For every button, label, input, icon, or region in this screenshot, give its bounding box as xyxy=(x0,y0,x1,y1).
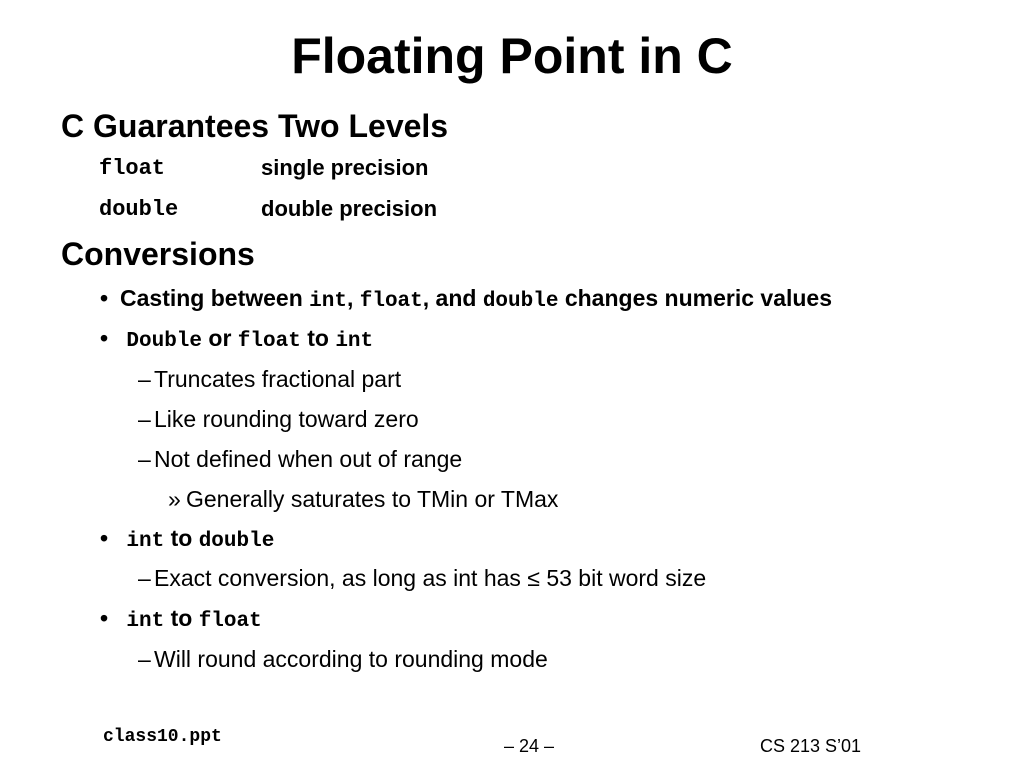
code-double: double xyxy=(198,530,275,553)
code-int: int xyxy=(335,330,374,353)
dash-symbol: – xyxy=(138,366,151,392)
sub-list-item-text: Generally saturates to TMin or TMax xyxy=(186,486,559,512)
guarantees-heading: C Guarantees Two Levels xyxy=(61,108,449,144)
list-item-text: Like rounding toward zero xyxy=(154,406,419,432)
type-float-desc: single precision xyxy=(261,155,429,180)
list-item xyxy=(138,644,548,674)
dash-symbol: – xyxy=(138,406,151,432)
bullet-casting xyxy=(100,283,832,317)
slide-title: Floating Point in C xyxy=(291,28,733,84)
text: to xyxy=(164,525,199,551)
text: or xyxy=(202,325,238,351)
text: , and xyxy=(422,285,483,311)
bullet-symbol: • xyxy=(100,325,109,351)
type-float: float xyxy=(99,156,166,181)
code-float: float xyxy=(359,290,423,313)
list-item xyxy=(138,364,401,394)
bullet-int-to-double xyxy=(100,523,274,557)
dash-symbol: – xyxy=(138,446,151,472)
type-double-desc: double precision xyxy=(261,196,438,221)
list-item-text: Truncates fractional part xyxy=(154,366,402,392)
list-item-text: Will round according to rounding mode xyxy=(154,646,548,672)
list-item-text: Exact conversion, as long as int has ≤ 53 bit word size xyxy=(154,565,707,591)
text: to xyxy=(300,325,336,351)
dash-symbol: – xyxy=(138,565,151,591)
text: , xyxy=(346,285,360,311)
bullet-symbol: • xyxy=(100,605,109,631)
bullet-symbol: • xyxy=(100,525,109,551)
text: to xyxy=(164,605,199,631)
sub-list-item xyxy=(168,484,558,514)
bullet-int-to-float xyxy=(100,603,262,637)
footer-filename: class10.ppt xyxy=(103,727,222,747)
bullet-symbol: • xyxy=(100,285,109,311)
footer-page-number: – 24 – xyxy=(504,736,555,756)
footer-course: CS 213 S’01 xyxy=(760,736,862,756)
list-item xyxy=(138,563,706,593)
code-int: int xyxy=(309,290,347,313)
raquo-symbol: » xyxy=(168,486,181,512)
text: changes numeric values xyxy=(558,285,833,311)
type-double: double xyxy=(99,197,179,222)
dash-symbol: – xyxy=(138,646,151,672)
code-double: double xyxy=(482,290,559,313)
list-item xyxy=(138,404,419,434)
text: Casting between xyxy=(120,285,310,311)
code-double: Double xyxy=(126,330,203,353)
code-int: int xyxy=(126,610,165,633)
code-float: float xyxy=(198,610,262,633)
bullet-double-or-float-to-int xyxy=(100,323,373,357)
code-float: float xyxy=(237,330,301,353)
conversions-heading: Conversions xyxy=(61,236,255,272)
code-int: int xyxy=(126,530,165,553)
list-item xyxy=(138,444,462,474)
list-item-text: Not defined when out of range xyxy=(154,446,463,472)
